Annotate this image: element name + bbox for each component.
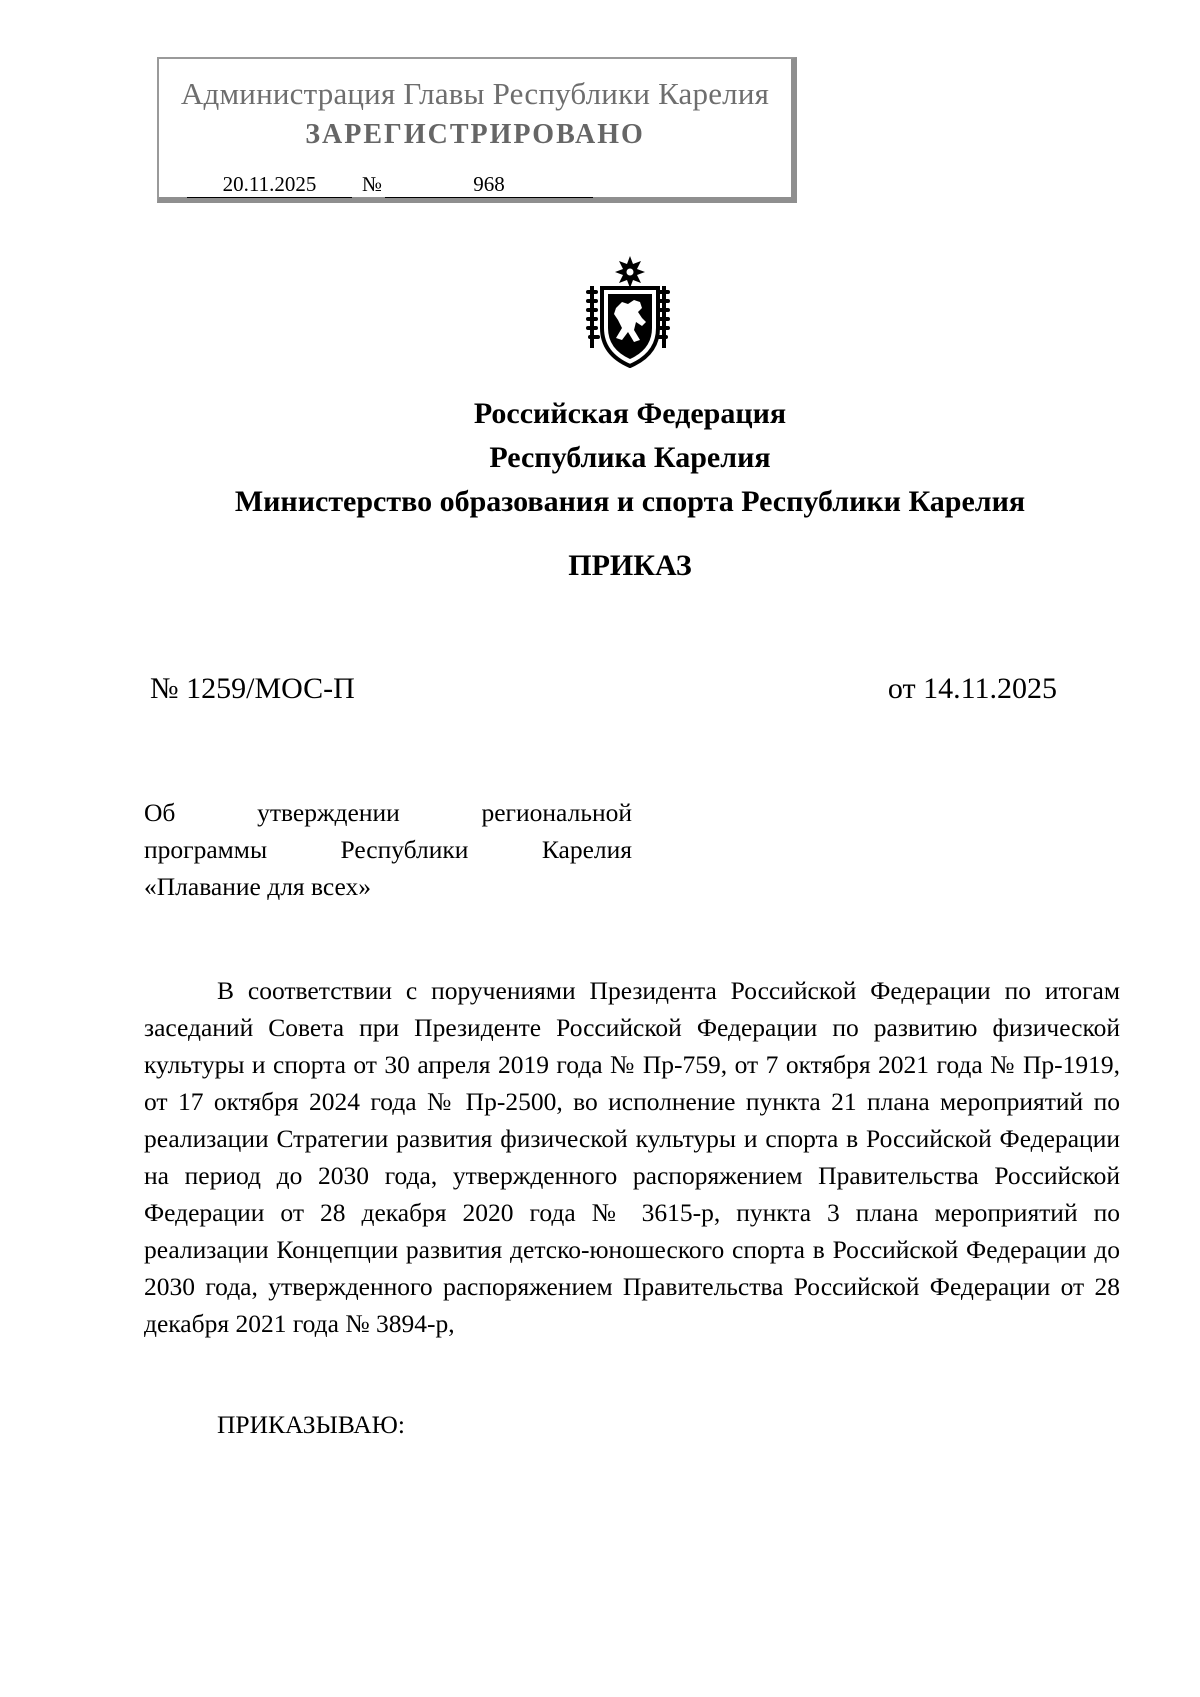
stamp-authority: Администрация Главы Республики Карелия [180,76,770,111]
stamp-status: ЗАРЕГИСТРИРОВАНО [305,119,645,150]
order-number: № 1259/МОС-П [150,672,355,705]
preamble-paragraph: В соответствии с поручениями Президента Российской Федерации по итогам заседаний Совета при Президенте Российской Федерации по развитию физической культуры и спорта от 30 апреля 2019 года № Пр-759, от 7 октября 2021 года № Пр-1919, от 17 октября 2024 года № Пр-2500, во исполнение пункта 21 плана мероприятий по реализации Стратегии развития физической культуры и спорта в Российской Федерации на период до 2030 года, утвержденного распоряжением Правительства Российской Федерации от 28 декабря 2020 года № 3615-р, пункта 3 плана мероприятий по реализации Концепции развития детско-юношеского спорта в Российской Федерации до 2030 года, утвержденного распоряжением Правительства Российской Федерации от 28 декабря 2021 года № 3894-р, [144,976,1120,1338]
stamp-number: 968 [385,171,593,198]
stamp-number-sign: № [362,172,383,196]
subject-line-1: Об утверждении региональной [144,798,632,827]
subject-line-3: «Плавание для всех» [144,872,372,901]
order-date: от 14.11.2025 [887,672,1057,705]
order-directive: ПРИКАЗЫВАЮ: [217,1410,405,1439]
stamp-date: 20.11.2025 [187,171,352,198]
stamp-registration-line [187,171,767,201]
registration-stamp [157,57,797,203]
document-type: ПРИКАЗ [568,549,692,582]
order-subject [144,794,632,905]
header-ministry: Министерство образования и спорта Республики Карелия [234,485,1026,518]
header-country: Российская Федерация [473,397,787,430]
subject-line-2: программы Республики Карелия [144,835,632,864]
karelia-coat-of-arms-icon [586,256,674,368]
header-republic: Республика Карелия [489,441,771,474]
